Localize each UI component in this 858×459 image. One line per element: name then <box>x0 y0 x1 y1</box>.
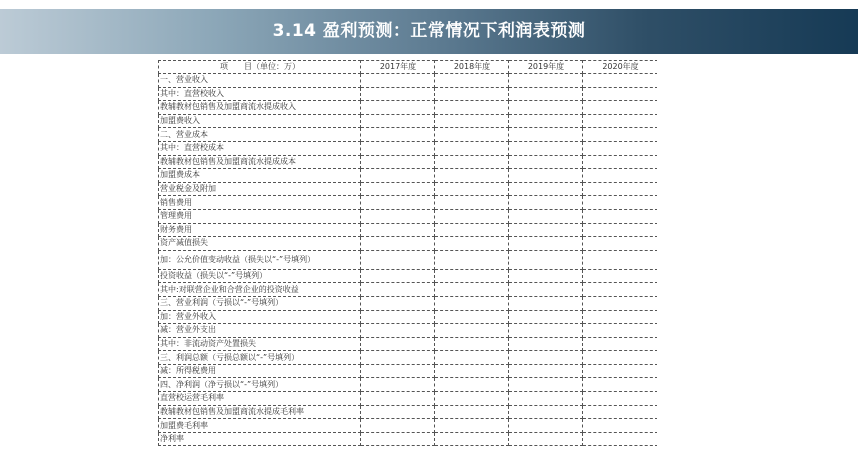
table-row <box>159 128 658 142</box>
row-label: 其中:对联营企业和合营企业的投资收益 <box>159 283 361 297</box>
value-cell[interactable] <box>361 378 435 392</box>
value-cell[interactable] <box>361 419 435 433</box>
table-row <box>159 378 658 392</box>
value-cell[interactable] <box>509 101 583 115</box>
value-cell[interactable] <box>583 351 658 365</box>
value-cell[interactable] <box>509 128 583 142</box>
table-row <box>159 74 658 88</box>
table-row <box>159 310 658 324</box>
value-cell[interactable] <box>509 283 583 297</box>
value-cell[interactable] <box>509 337 583 351</box>
table-header-row <box>159 61 658 74</box>
value-cell[interactable] <box>435 128 509 142</box>
value-cell[interactable] <box>509 392 583 406</box>
value-cell[interactable] <box>435 87 509 101</box>
profit-forecast-table <box>158 60 657 446</box>
value-cell[interactable] <box>361 250 435 269</box>
value-cell[interactable] <box>361 209 435 223</box>
value-cell[interactable] <box>361 392 435 406</box>
value-cell[interactable] <box>361 155 435 169</box>
table-row <box>159 351 658 365</box>
value-cell[interactable] <box>509 223 583 237</box>
table-row <box>159 169 658 183</box>
value-cell[interactable] <box>583 87 658 101</box>
value-cell[interactable] <box>361 74 435 88</box>
row-label: 减：营业外支出 <box>159 324 361 338</box>
value-cell[interactable] <box>583 209 658 223</box>
value-cell[interactable] <box>435 283 509 297</box>
table-row <box>159 364 658 378</box>
table-row <box>159 114 658 128</box>
value-cell[interactable] <box>361 432 435 446</box>
value-cell[interactable] <box>583 196 658 210</box>
value-cell[interactable] <box>509 405 583 419</box>
value-cell[interactable] <box>509 169 583 183</box>
value-cell[interactable] <box>435 182 509 196</box>
value-cell[interactable] <box>435 101 509 115</box>
value-cell[interactable] <box>583 364 658 378</box>
row-label: 其中：非流动资产处置损失 <box>159 337 361 351</box>
value-cell[interactable] <box>583 250 658 269</box>
value-cell[interactable] <box>509 250 583 269</box>
value-cell[interactable] <box>583 114 658 128</box>
value-cell[interactable] <box>435 405 509 419</box>
value-cell[interactable] <box>361 296 435 310</box>
value-cell[interactable] <box>583 337 658 351</box>
value-cell[interactable] <box>435 351 509 365</box>
table-row <box>159 155 658 169</box>
value-cell[interactable] <box>583 419 658 433</box>
row-label: 财务费用 <box>159 223 361 237</box>
row-label: 直营校运营毛利率 <box>159 392 361 406</box>
row-label: 教辅教材包销售及加盟商流水提成收入 <box>159 101 361 115</box>
value-cell[interactable] <box>435 237 509 251</box>
table-body <box>159 74 658 446</box>
value-cell[interactable] <box>361 237 435 251</box>
value-cell[interactable] <box>509 155 583 169</box>
row-label: 其中：直营校成本 <box>159 141 361 155</box>
value-cell[interactable] <box>509 310 583 324</box>
value-cell[interactable] <box>361 182 435 196</box>
value-cell[interactable] <box>583 141 658 155</box>
value-cell[interactable] <box>583 283 658 297</box>
header-2019: 2019年度 <box>509 61 583 74</box>
value-cell[interactable] <box>361 324 435 338</box>
value-cell[interactable] <box>509 209 583 223</box>
value-cell[interactable] <box>435 74 509 88</box>
table-row <box>159 419 658 433</box>
value-cell[interactable] <box>361 283 435 297</box>
row-label: 二、营业成本 <box>159 128 361 142</box>
value-cell[interactable] <box>583 128 658 142</box>
header-2018: 2018年度 <box>435 61 509 74</box>
row-label: 净利率 <box>159 432 361 446</box>
value-cell[interactable] <box>583 392 658 406</box>
value-cell[interactable] <box>509 87 583 101</box>
value-cell[interactable] <box>583 155 658 169</box>
row-label: 营业税金及附加 <box>159 182 361 196</box>
profit-forecast-table-container <box>158 60 657 459</box>
value-cell[interactable] <box>509 364 583 378</box>
table-row <box>159 324 658 338</box>
header-2020: 2020年度 <box>583 61 658 74</box>
table-row <box>159 196 658 210</box>
value-cell[interactable] <box>583 101 658 115</box>
value-cell[interactable] <box>361 405 435 419</box>
table-row <box>159 141 658 155</box>
value-cell[interactable] <box>509 419 583 433</box>
value-cell[interactable] <box>435 269 509 283</box>
value-cell[interactable] <box>435 324 509 338</box>
value-cell[interactable] <box>361 223 435 237</box>
table-row <box>159 296 658 310</box>
value-cell[interactable] <box>509 269 583 283</box>
value-cell[interactable] <box>583 432 658 446</box>
row-label: 一、营业收入 <box>159 74 361 88</box>
header-2017: 2017年度 <box>361 61 435 74</box>
value-cell[interactable] <box>435 337 509 351</box>
value-cell[interactable] <box>435 209 509 223</box>
value-cell[interactable] <box>583 405 658 419</box>
value-cell[interactable] <box>583 378 658 392</box>
table-row <box>159 283 658 297</box>
value-cell[interactable] <box>361 87 435 101</box>
row-label: 减：所得税费用 <box>159 364 361 378</box>
row-label: 三、利润总额（亏损总额以“-”号填列） <box>159 351 361 365</box>
row-label: 加：公允价值变动收益（损失以“-”号填列） <box>159 250 361 269</box>
row-label: 教辅教材包销售及加盟商流水提成毛利率 <box>159 405 361 419</box>
value-cell[interactable] <box>583 324 658 338</box>
value-cell[interactable] <box>583 223 658 237</box>
table-row <box>159 209 658 223</box>
row-label: 销售费用 <box>159 196 361 210</box>
value-cell[interactable] <box>509 351 583 365</box>
value-cell[interactable] <box>435 310 509 324</box>
value-cell[interactable] <box>361 101 435 115</box>
value-cell[interactable] <box>583 182 658 196</box>
value-cell[interactable] <box>361 128 435 142</box>
value-cell[interactable] <box>435 141 509 155</box>
value-cell[interactable] <box>583 169 658 183</box>
value-cell[interactable] <box>509 182 583 196</box>
value-cell[interactable] <box>435 250 509 269</box>
table-row <box>159 250 658 269</box>
table-row <box>159 101 658 115</box>
value-cell[interactable] <box>509 432 583 446</box>
value-cell[interactable] <box>509 237 583 251</box>
value-cell[interactable] <box>583 310 658 324</box>
table-row <box>159 237 658 251</box>
value-cell[interactable] <box>583 237 658 251</box>
table-row <box>159 182 658 196</box>
value-cell[interactable] <box>509 378 583 392</box>
value-cell[interactable] <box>583 269 658 283</box>
value-cell[interactable] <box>435 419 509 433</box>
value-cell[interactable] <box>509 114 583 128</box>
value-cell[interactable] <box>435 223 509 237</box>
value-cell[interactable] <box>509 296 583 310</box>
value-cell[interactable] <box>435 296 509 310</box>
row-label: 其中：直营校收入 <box>159 87 361 101</box>
value-cell[interactable] <box>435 114 509 128</box>
row-label: 加盟费收入 <box>159 114 361 128</box>
value-cell[interactable] <box>361 269 435 283</box>
value-cell[interactable] <box>509 324 583 338</box>
value-cell[interactable] <box>509 196 583 210</box>
value-cell[interactable] <box>361 114 435 128</box>
table-row <box>159 223 658 237</box>
table-row <box>159 432 658 446</box>
value-cell[interactable] <box>583 74 658 88</box>
row-label: 三、营业利润（亏损以“-”号填列） <box>159 296 361 310</box>
value-cell[interactable] <box>435 155 509 169</box>
value-cell[interactable] <box>435 432 509 446</box>
value-cell[interactable] <box>435 378 509 392</box>
value-cell[interactable] <box>361 364 435 378</box>
row-label: 加盟费毛利率 <box>159 419 361 433</box>
row-label: 加盟费成本 <box>159 169 361 183</box>
row-label: 资产减值损失 <box>159 237 361 251</box>
value-cell[interactable] <box>361 351 435 365</box>
value-cell[interactable] <box>435 364 509 378</box>
row-label: 投资收益（损失以“-”号填列） <box>159 269 361 283</box>
table-row <box>159 87 658 101</box>
value-cell[interactable] <box>361 141 435 155</box>
table-row <box>159 392 658 406</box>
value-cell[interactable] <box>435 392 509 406</box>
header-item: 项 目（单位：万） <box>159 61 361 74</box>
row-label: 教辅教材包销售及加盟商流水提成成本 <box>159 155 361 169</box>
row-label: 管理费用 <box>159 209 361 223</box>
slide-title: 3.14 盈利预测：正常情况下利润表预测 <box>272 21 586 41</box>
title-banner <box>0 9 858 54</box>
value-cell[interactable] <box>509 141 583 155</box>
value-cell[interactable] <box>361 169 435 183</box>
row-label: 四、净利润（净亏损以“-”号填列） <box>159 378 361 392</box>
table-row <box>159 269 658 283</box>
table-row <box>159 337 658 351</box>
value-cell[interactable] <box>435 169 509 183</box>
value-cell[interactable] <box>509 74 583 88</box>
value-cell[interactable] <box>583 296 658 310</box>
value-cell[interactable] <box>361 196 435 210</box>
table-row <box>159 405 658 419</box>
value-cell[interactable] <box>361 310 435 324</box>
row-label: 加：营业外收入 <box>159 310 361 324</box>
value-cell[interactable] <box>361 337 435 351</box>
value-cell[interactable] <box>435 196 509 210</box>
